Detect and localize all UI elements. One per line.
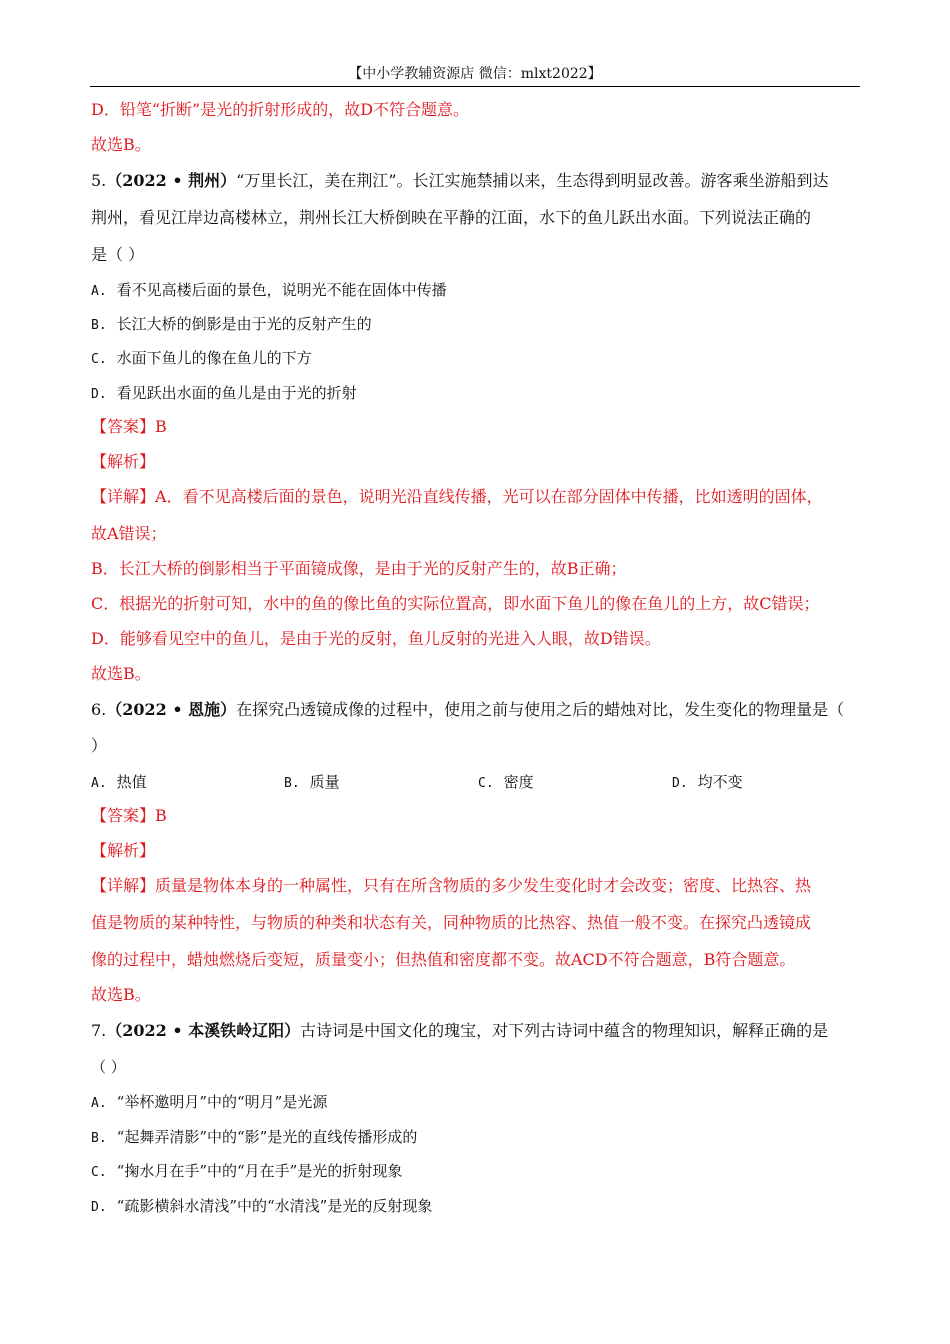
option-key: B.	[91, 318, 107, 333]
q5-stem-text: “万里长江，美在荆江”。长江实施禁捕以来，生态得到明显改善。游客乘坐游船到达	[236, 171, 829, 190]
q5-stem-line-2: 荆州，看见江岸边高楼林立，荆州长江大桥倒映在平静的江面，水下的鱼儿跃出水面。下列说法正确的	[91, 208, 812, 227]
q6-option-a	[91, 771, 147, 795]
q5-stem-line-3: 是（ ）	[91, 245, 145, 264]
option-text: “举杯邀明月”中的“明月”是光源	[116, 1093, 328, 1111]
option-text: 看见跃出水面的鱼儿是由于光的折射	[116, 384, 357, 402]
q6-option-c	[478, 771, 534, 795]
q7-number: 7.	[91, 1021, 107, 1040]
detail-text: 质量是物体本身的一种属性，只有在所含物质的多少发生变化时才会改变；密度、比热容、热	[155, 876, 812, 895]
q5-detail-line-5: D．能够看见空中的鱼儿，是由于光的反射，鱼儿反射的光进入人眼，故D错误。	[91, 629, 661, 648]
option-text: 长江大桥的倒影是由于光的反射产生的	[116, 315, 372, 333]
q6-option-b	[284, 771, 340, 795]
answer-value: B	[155, 417, 167, 436]
option-key: B.	[91, 1131, 107, 1146]
q5-source-tag: （2022 • 荆州）	[106, 171, 237, 190]
q6-analysis-label: 【解析】	[91, 841, 156, 860]
page-header: 【中小学教辅资源店 微信：mlxt2022】	[90, 62, 860, 87]
q6-stem-text: 在探究凸透镜成像的过程中，使用之前与使用之后的蜡烛对比，发生变化的物理量是（	[236, 700, 845, 719]
option-key: D.	[672, 776, 688, 791]
option-text: “起舞弄清影”中的“影”是光的直线传播形成的	[116, 1128, 418, 1146]
q6-detail-line-3: 像的过程中，蜡烛燃烧后变短，质量变小；但热值和密度都不变。故ACD不符合题意，B符合题意。	[91, 950, 796, 969]
q6-source-tag: （2022 • 恩施）	[106, 700, 237, 719]
detail-label: 【详解】	[91, 876, 156, 895]
q6-detail-line-2: 值是物质的某种特性，与物质的种类和状态有关，同种物质的比热容、热值一般不变。在探究凸透镜成	[91, 913, 812, 932]
q7-stem-line-1	[91, 1020, 828, 1042]
option-text: 密度	[503, 773, 534, 791]
option-key: A.	[91, 284, 107, 299]
q6-number: 6.	[91, 700, 107, 719]
option-text: 看不见高楼后面的景色，说明光不能在固体中传播	[116, 281, 447, 299]
q5-option-c	[91, 347, 312, 371]
prev-option-d-explanation: D．铅笔“折断”是光的折射形成的，故D不符合题意。	[91, 100, 470, 119]
option-key: C.	[478, 776, 494, 791]
q6-option-d	[672, 771, 743, 795]
q5-number: 5.	[91, 171, 107, 190]
q7-option-d	[91, 1195, 432, 1219]
option-key: A.	[91, 1096, 107, 1111]
option-text: 热值	[116, 773, 147, 791]
answer-label: 【答案】	[91, 806, 156, 825]
detail-label: 【详解】	[91, 487, 156, 506]
answer-label: 【答案】	[91, 417, 156, 436]
q5-detail-line-1	[91, 486, 823, 508]
option-key: C.	[91, 1165, 107, 1180]
q5-conclusion: 故选B。	[91, 664, 151, 683]
q6-stem-line-2: ）	[91, 736, 108, 755]
option-text: 水面下鱼儿的像在鱼儿的下方	[116, 349, 312, 367]
q6-stem-line-1	[91, 699, 844, 721]
q5-answer	[91, 416, 167, 438]
q5-analysis-label: 【解析】	[91, 452, 156, 471]
q7-option-b	[91, 1126, 417, 1150]
q5-detail-line-2: 故A错误；	[91, 524, 167, 543]
q5-option-d	[91, 382, 357, 406]
option-key: C.	[91, 352, 107, 367]
option-key: B.	[284, 776, 300, 791]
q7-stem-line-2: （ ）	[91, 1058, 126, 1076]
option-text: “掬水月在手”中的“月在手”是光的折射现象	[116, 1162, 403, 1180]
q5-detail-line-4: C．根据光的折射可知，水中的鱼的像比鱼的实际位置高，即水面下鱼儿的像在鱼儿的上方，故C错误；	[91, 594, 820, 613]
prev-conclusion: 故选B。	[91, 135, 151, 154]
option-key: D.	[91, 1200, 107, 1215]
q7-option-c	[91, 1160, 402, 1184]
q5-stem-line-1	[91, 170, 829, 192]
answer-value: B	[155, 806, 167, 825]
q5-option-b	[91, 313, 372, 337]
option-text: 质量	[309, 773, 340, 791]
q5-option-a	[91, 279, 447, 303]
detail-text: A．看不见高楼后面的景色，说明光沿直线传播，光可以在部分固体中传播，比如透明的固体，	[155, 487, 823, 506]
q5-detail-line-3: B．长江大桥的倒影相当于平面镜成像，是由于光的反射产生的，故B正确；	[91, 559, 627, 578]
q6-answer	[91, 805, 167, 827]
option-key: D.	[91, 387, 107, 402]
option-key: A.	[91, 776, 107, 791]
q7-option-a	[91, 1091, 327, 1115]
q6-detail-line-1	[91, 875, 811, 897]
q7-stem-text: 古诗词是中国文化的瑰宝，对下列古诗词中蕴含的物理知识，解释正确的是	[300, 1021, 829, 1040]
q7-source-tag: （2022 • 本溪铁岭辽阳）	[106, 1021, 301, 1040]
option-text: 均不变	[697, 773, 743, 791]
q6-conclusion: 故选B。	[91, 985, 151, 1004]
option-text: “疏影横斜水清浅”中的“水清浅”是光的反射现象	[116, 1197, 433, 1215]
